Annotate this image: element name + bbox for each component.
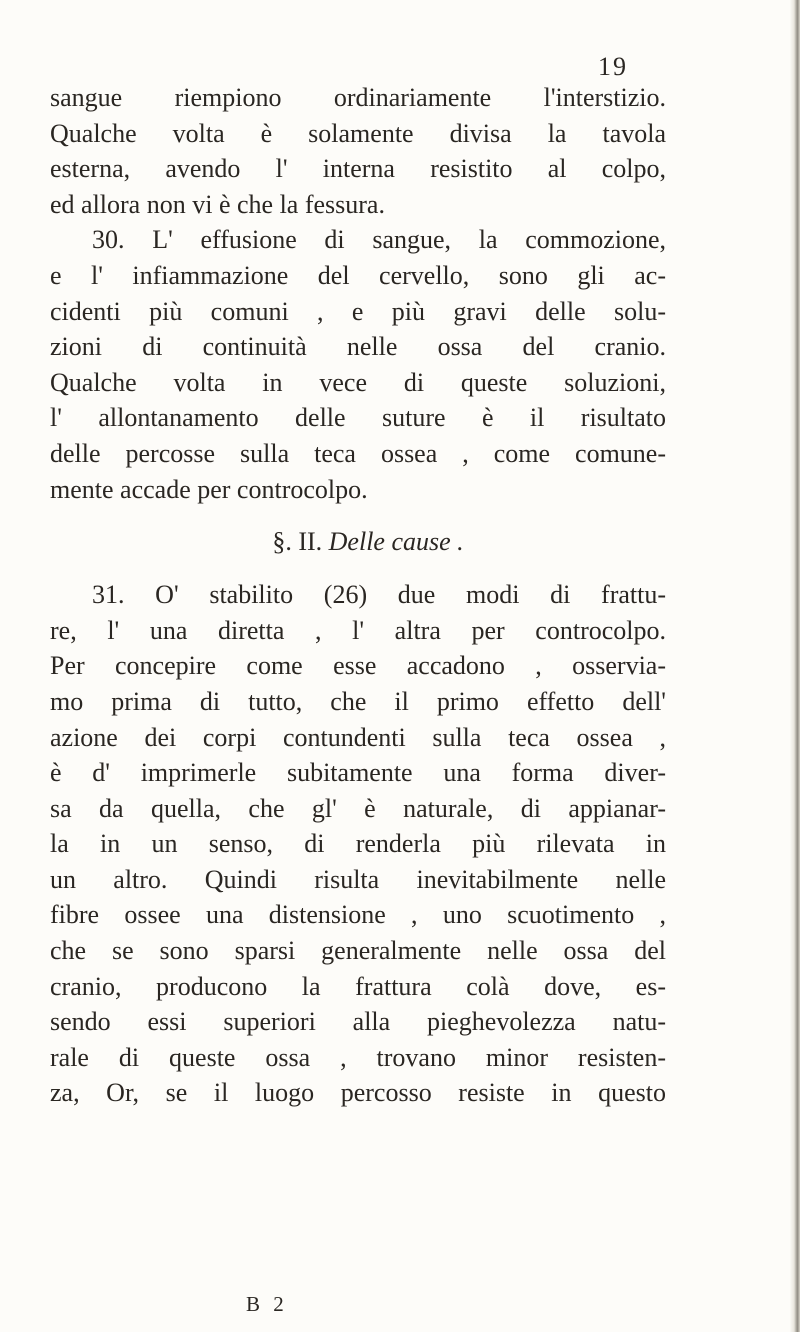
text-line: sangue riempiono ordinariamente l'interstizio. bbox=[50, 83, 666, 112]
paragraph-31-start: 31. O' stabilito (26) due modi di frattu- bbox=[92, 580, 666, 610]
text-line: sa da quella, che gl' è naturale, di appianar- bbox=[50, 793, 666, 823]
text-line: mente accade per controcolpo. bbox=[50, 474, 368, 504]
text-line: e l' infiammazione del cervello, sono gli ac- bbox=[50, 260, 666, 290]
text-line: re, l' una diretta , l' altra per controcolpo. bbox=[50, 615, 666, 645]
text-line: esterna, avendo l' interna resistito al colpo, bbox=[50, 154, 666, 184]
text-line: rale di queste ossa , trovano minor resisten- bbox=[50, 1042, 666, 1072]
body-text bbox=[50, 80, 666, 1111]
text-line: la in un senso, di renderla più rilevata in bbox=[50, 829, 666, 859]
text-line: ed allora non vi è che la fessura. bbox=[50, 189, 385, 219]
text-line: cranio, producono la frattura colà dove, es- bbox=[50, 971, 666, 1001]
text-line: un altro. Quindi risulta inevitabilmente nelle bbox=[50, 864, 666, 894]
text-line: mo prima di tutto, che il primo effetto dell' bbox=[50, 686, 666, 716]
text-line: azione dei corpi contundenti sulla teca ossea , bbox=[50, 722, 666, 752]
text-line: Qualche volta è solamente divisa la tavola bbox=[50, 118, 666, 148]
text-line: Per concepire come esse accadono , osservia- bbox=[50, 651, 666, 681]
text-line: delle percosse sulla teca ossea , come comune- bbox=[50, 438, 666, 468]
section-heading bbox=[50, 507, 666, 577]
page-edge-shadow bbox=[790, 0, 800, 1332]
page-number: 19 bbox=[598, 52, 628, 81]
text-line: fibre ossee una distensione , uno scuotimento , bbox=[50, 900, 666, 930]
signature-mark: B 2 bbox=[246, 1292, 288, 1316]
text-line: zioni di continuità nelle ossa del cranio. bbox=[50, 332, 666, 362]
text-line: sendo essi superiori alla pieghevolezza natu- bbox=[50, 1007, 666, 1037]
section-title: Delle cause . bbox=[328, 527, 464, 557]
text-line: è d' imprimerle subitamente una forma diver- bbox=[50, 758, 666, 788]
text-line: Qualche volta in vece di queste soluzioni, bbox=[50, 367, 666, 397]
paragraph-30-start: 30. L' effusione di sangue, la commozione, bbox=[92, 225, 666, 255]
section-number: §. II. bbox=[272, 527, 323, 557]
text-line: l' allontanamento delle suture è il risultato bbox=[50, 403, 666, 433]
text-line: che se sono sparsi generalmente nelle ossa del bbox=[50, 936, 666, 966]
text-line: za, Or, se il luogo percosso resiste in questo bbox=[50, 1078, 666, 1108]
text-line: cidenti più comuni , e più gravi delle solu- bbox=[50, 296, 666, 326]
